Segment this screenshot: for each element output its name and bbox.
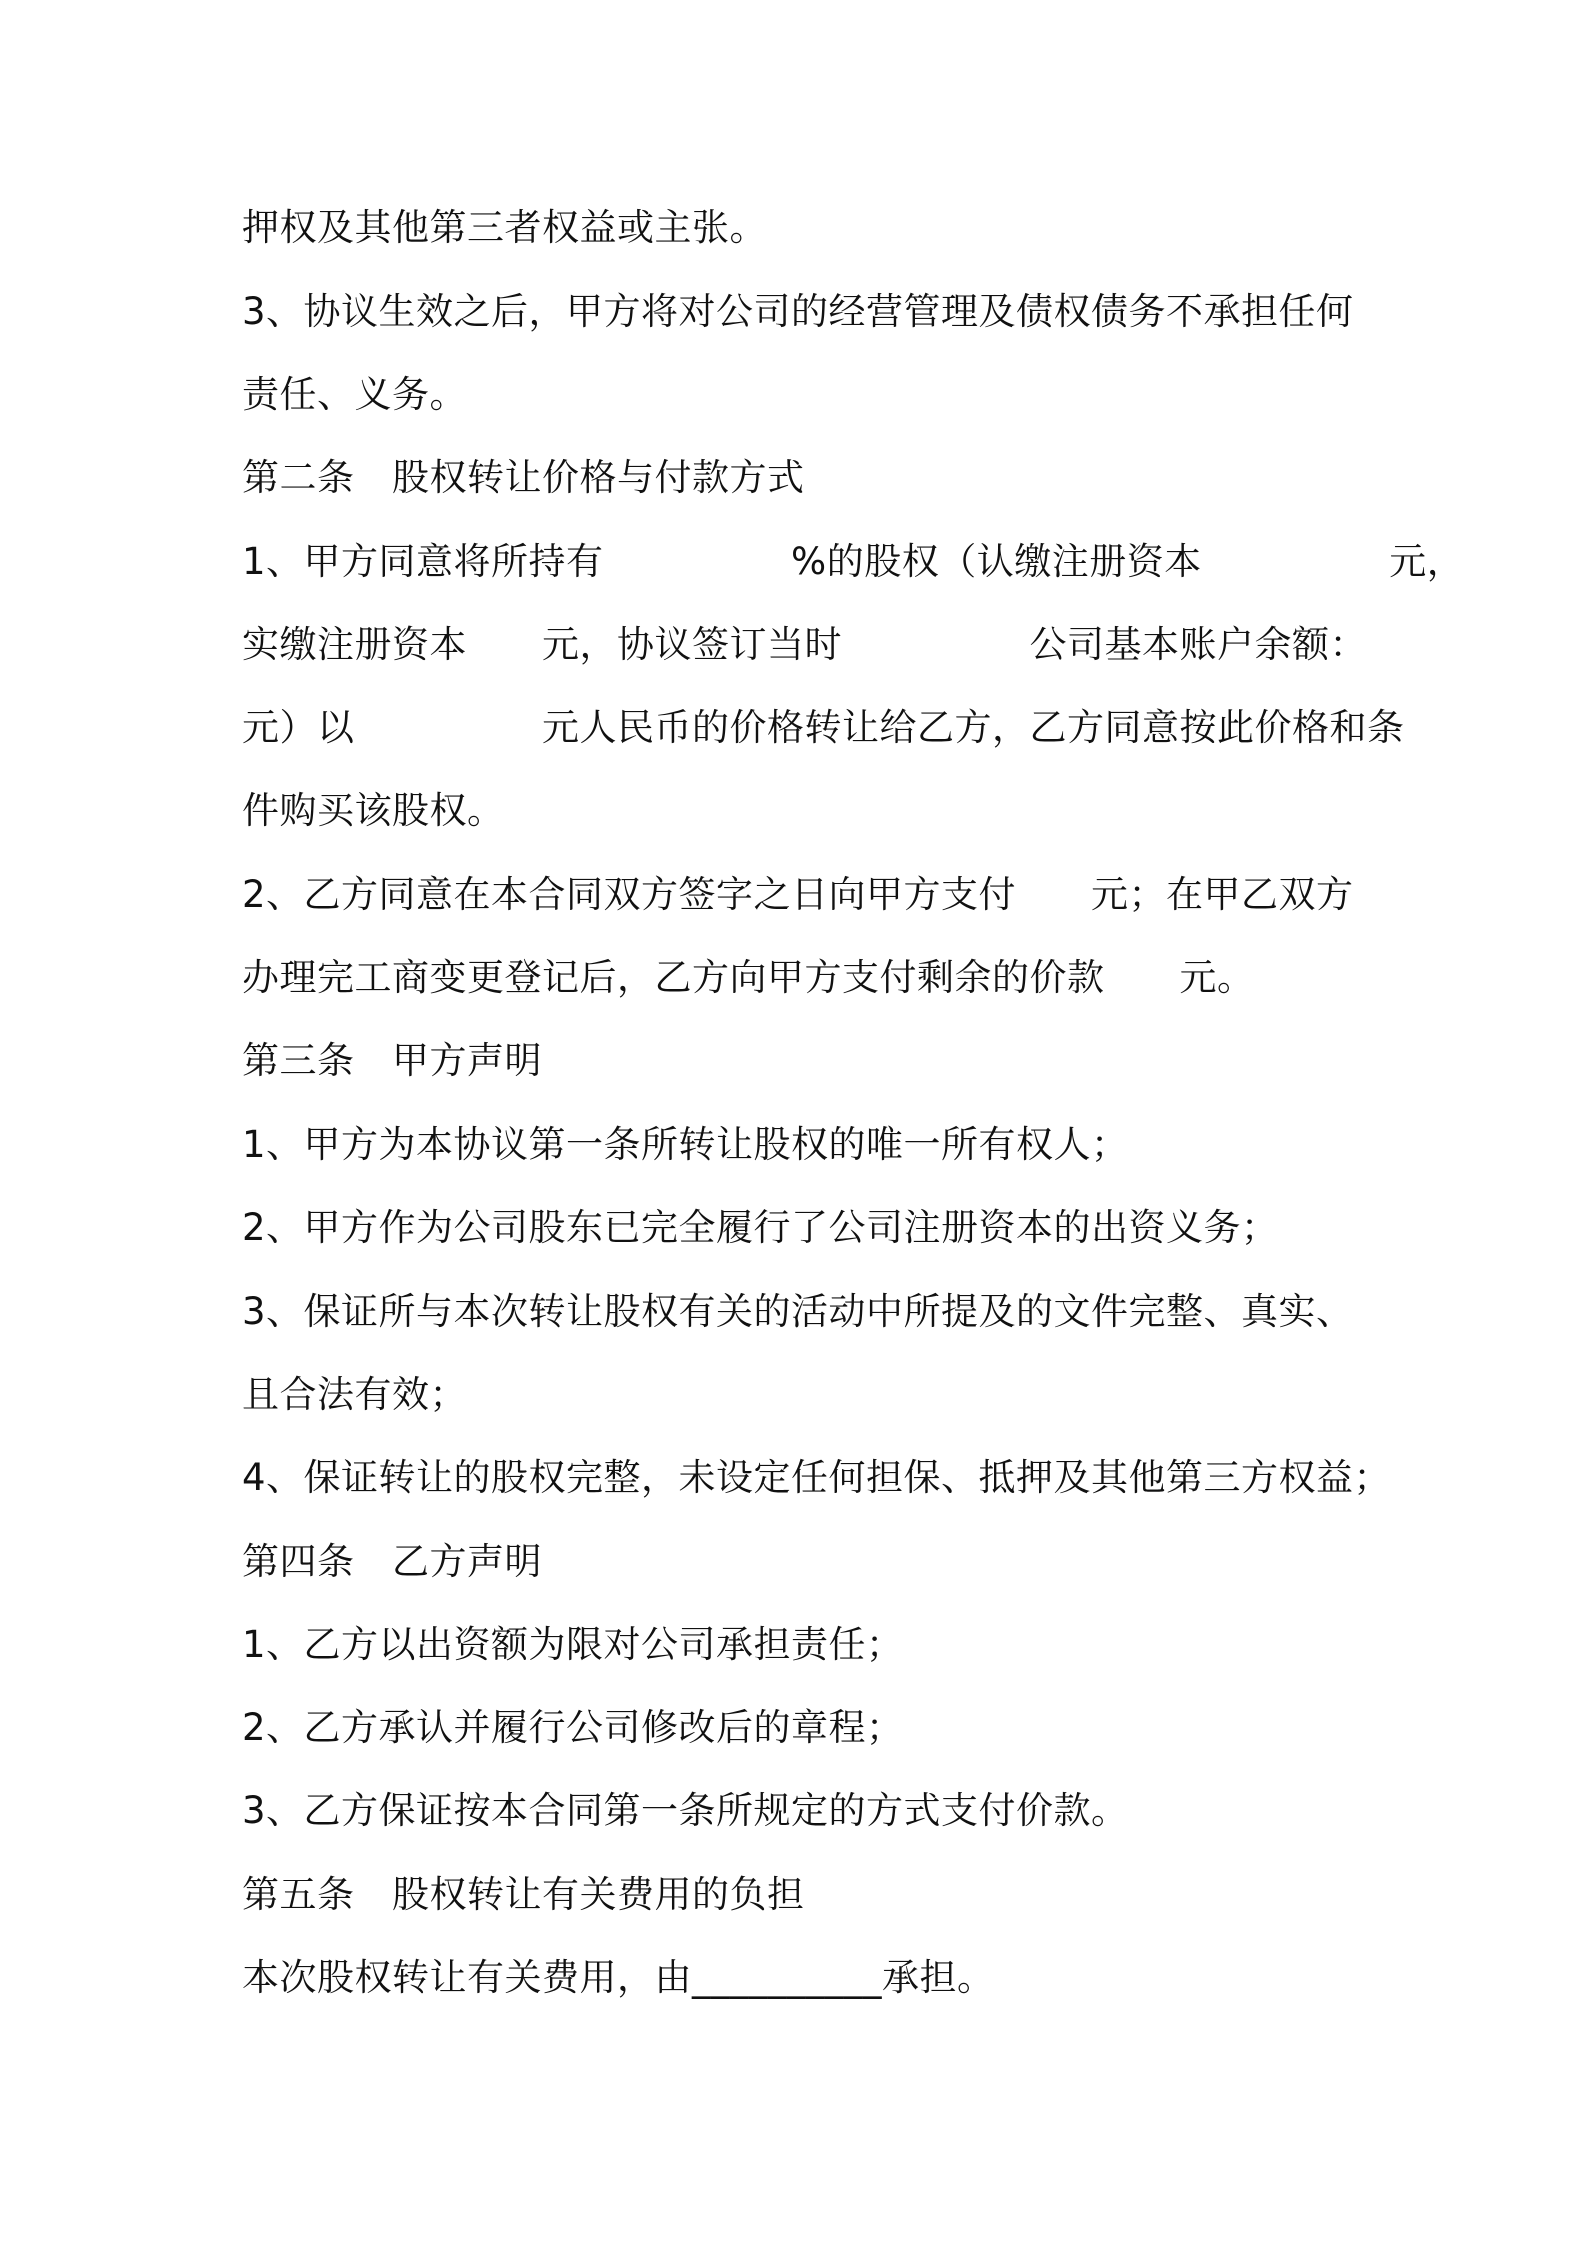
text-line: 1、甲方为本协议第一条所转让股权的唯一所有权人； <box>242 1123 1129 1166</box>
text-line: 件购买该股权。 <box>242 789 505 832</box>
section-heading-2: 第二条 股权转让价格与付款方式 <box>242 456 805 499</box>
text-line: 1、甲方同意将所持有 %的股权（认缴注册资本 元， <box>242 540 1465 583</box>
section-heading-4: 第四条 乙方声明 <box>242 1540 542 1583</box>
text-line: 押权及其他第三者权益或主张。 <box>242 206 767 249</box>
text-line: 实缴注册资本 元，协议签订当时 公司基本账户余额： <box>242 623 1367 666</box>
text-line: 4、保证转让的股权完整，未设定任何担保、抵押及其他第三方权益； <box>242 1456 1392 1499</box>
text-line: 2、乙方同意在本合同双方签字之日向甲方支付 元；在甲乙双方 <box>242 873 1354 916</box>
section-heading-5: 第五条 股权转让有关费用的负担 <box>242 1873 805 1916</box>
text-line: 2、甲方作为公司股东已完全履行了公司注册资本的出资义务； <box>242 1206 1279 1249</box>
text-line: 1、乙方以出资额为限对公司承担责任； <box>242 1623 904 1666</box>
text-line: 办理完工商变更登记后，乙方向甲方支付剩余的价款 元。 <box>242 956 1255 999</box>
text-line: 2、乙方承认并履行公司修改后的章程； <box>242 1706 904 1749</box>
text-line: 3、协议生效之后，甲方将对公司的经营管理及债权债务不承担任何 <box>242 290 1354 333</box>
text-line: 且合法有效； <box>242 1373 467 1416</box>
text-line: 责任、义务。 <box>242 373 467 416</box>
section-heading-3: 第三条 甲方声明 <box>242 1039 542 1082</box>
text-line: 本次股权转让有关费用，由__________承担。 <box>242 1956 995 1999</box>
text-line: 3、乙方保证按本合同第一条所规定的方式支付价款。 <box>242 1789 1129 1832</box>
text-line: 3、保证所与本次转让股权有关的活动中所提及的文件完整、真实、 <box>242 1290 1354 1333</box>
text-line: 元）以 元人民币的价格转让给乙方，乙方同意按此价格和条 <box>242 706 1405 749</box>
